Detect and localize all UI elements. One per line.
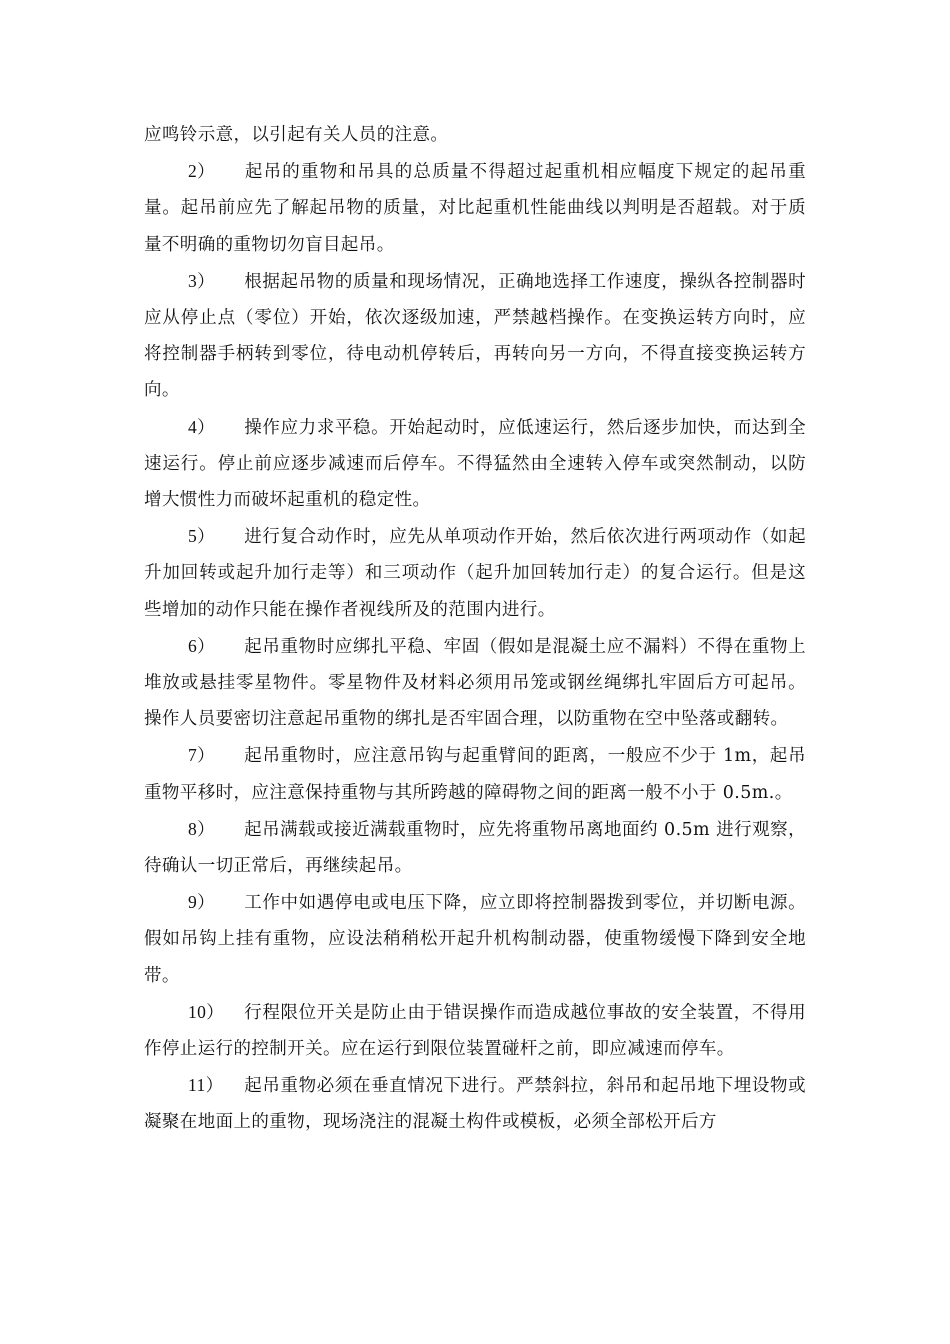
item-number: 10） [188, 1001, 225, 1022]
item-text: 起吊重物时，应注意吊钩与起重臂间的距离，一般应不少于 1m，起吊重物平移时，应注意保持重物与其所跨越的障碍物之间的距离一般不小于 0.5m.。 [144, 746, 806, 803]
list-item [144, 518, 806, 628]
item-text: 起吊满载或接近满载重物时，应先将重物吊离地面约 0.5m 进行观察，待确认一切正常后，再继续起吊。 [144, 819, 806, 877]
list-item [144, 737, 806, 810]
item-text: 行程限位开关是防止由于错误操作而造成越位事故的安全装置，不得用作停止运行的控制开关。应在运行到限位装置碰杆之前，即应减速而停车。 [144, 1002, 806, 1060]
item-number: 8） [188, 818, 216, 839]
item-text: 起吊重物必须在垂直情况下进行。严禁斜拉，斜吊和起吊地下埋设物或凝聚在地面上的重物，现场浇注的混凝土构件或模板，必须全部松开后方 [144, 1076, 806, 1133]
item-number: 5） [188, 526, 216, 547]
list-item [144, 994, 806, 1067]
list-item [144, 811, 806, 884]
item-number: 3） [188, 270, 216, 291]
item-number: 2） [188, 161, 216, 182]
list-item [144, 263, 806, 409]
item-text: 操作应力求平稳。开始起动时，应低速运行，然后逐步加快，而达到全速运行。停止前应逐步减速而后停车。不得猛然由全速转入停车或突然制动，以防增大惯性力而破坏起重机的稳定性。 [144, 417, 806, 511]
item-text: 工作中如遇停电或电压下降，应立即将控制器拨到零位，并切断电源。假如吊钩上挂有重物，应设法稍稍松开起升机构制动器，使重物缓慢下降到安全地带。 [144, 893, 806, 986]
item-text: 根据起吊物的质量和现场情况，正确地选择工作速度，操纵各控制器时应从停止点（零位）开始，依次逐级加速，严禁越档操作。在变换运转方向时，应将控制器手柄转到零位，待电动机停转后，再转向另一方向，不得直接变换运转方向。 [144, 271, 806, 401]
item-number: 9） [188, 892, 216, 913]
document-body [144, 117, 806, 1141]
list-item [144, 409, 806, 519]
list-item [144, 628, 806, 738]
item-number: 11） [188, 1075, 224, 1096]
item-number: 7） [188, 745, 216, 766]
list-item [144, 884, 806, 994]
paragraph-intro [144, 117, 806, 153]
item-text: 起吊重物时应绑扎平稳、牢固（假如是混凝土应不漏料）不得在重物上堆放或悬挂零星物件。零星物件及材料必须用吊笼或钢丝绳绑扎牢固后方可起吊。操作人员要密切注意起吊重物的绑扎是否牢固合理，以防重物在空中坠落或翻转。 [144, 636, 806, 730]
item-text: 起吊的重物和吊具的总质量不得超过起重机相应幅度下规定的起吊重量。起吊前应先了解起吊物的质量，对比起重机性能曲线以判明是否超载。对于质量不明确的重物切勿盲目起吊。 [144, 162, 806, 255]
list-item [144, 1067, 806, 1140]
list-item [144, 153, 806, 263]
item-number: 6） [188, 635, 216, 656]
item-text: 进行复合动作时，应先从单项动作开始，然后依次进行两项动作（如起升加回转或起升加行走等）和三项动作（起升加回转加行走）的复合运行。但是这些增加的动作只能在操作者视线所及的范围内进行。 [144, 527, 806, 620]
item-number: 4） [188, 416, 216, 437]
paragraph-text: 应鸣铃示意，以引起有关人员的注意。 [144, 125, 449, 145]
